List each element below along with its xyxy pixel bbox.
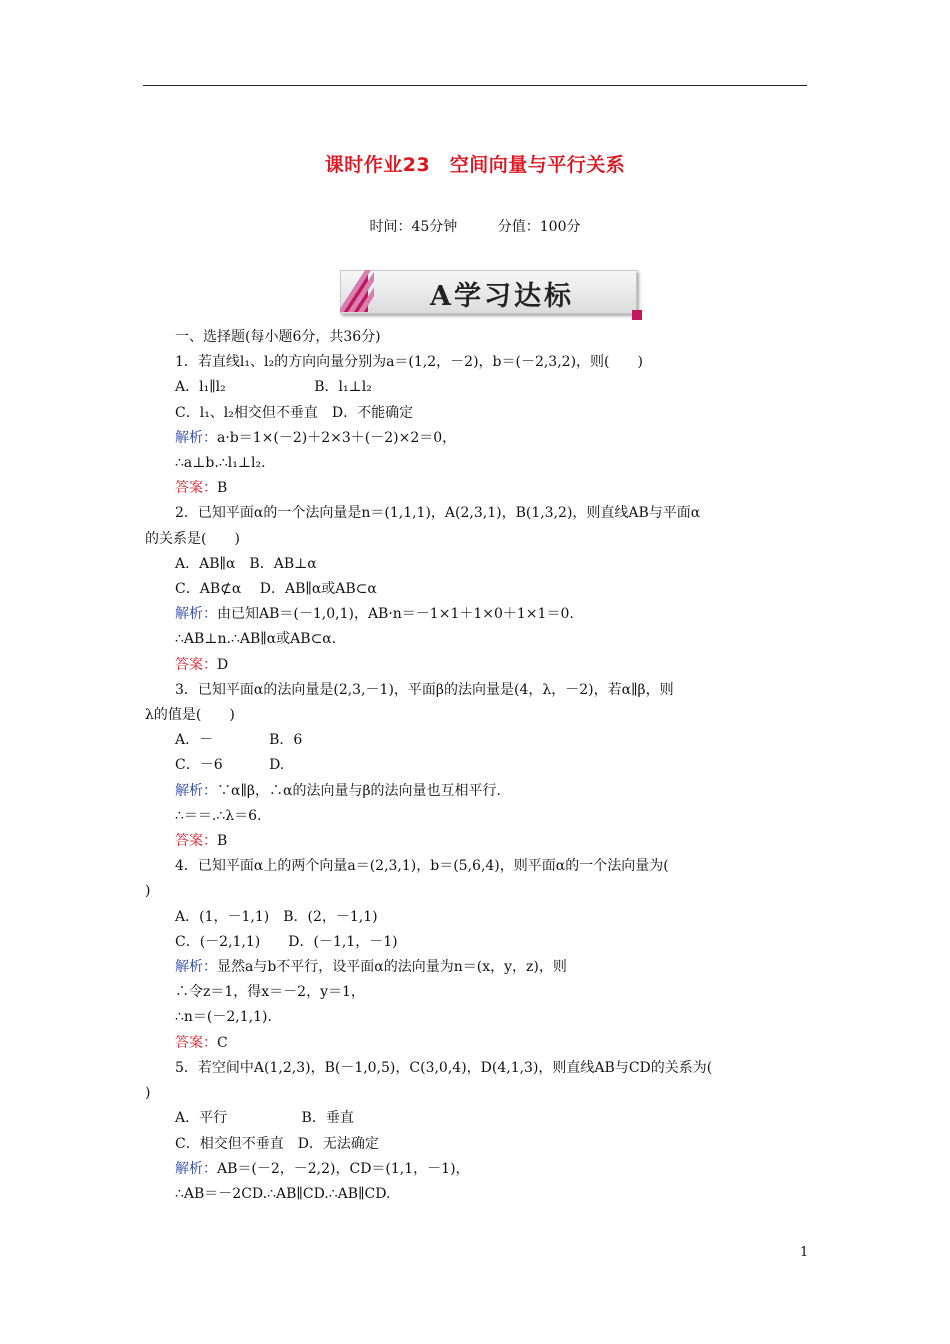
continuation-line bbox=[145, 527, 810, 552]
option-line bbox=[145, 728, 810, 753]
line-text: C．(－2,1,1) D．(－1,1，－1) bbox=[175, 933, 398, 950]
answer-label: 答案： bbox=[175, 480, 217, 497]
solution-label: 解析： bbox=[175, 782, 217, 799]
banner-label: A学习达标 bbox=[430, 281, 574, 312]
section-heading: 一、选择题(每小题6分，共36分) bbox=[175, 329, 381, 345]
line-text: ∴n＝(－2,1,1). bbox=[175, 1009, 272, 1026]
time-score-line bbox=[0, 216, 950, 236]
line-text: B bbox=[217, 480, 228, 497]
time-limit: 时间：45分钟 bbox=[369, 219, 458, 235]
answer-line bbox=[145, 1031, 810, 1056]
line-text: ∴令z＝1，得x＝－2，y＝1， bbox=[175, 984, 365, 1001]
line-text: C．－6 D. bbox=[175, 757, 285, 774]
option-line bbox=[145, 627, 810, 652]
option-line bbox=[145, 1132, 810, 1157]
option-line bbox=[145, 905, 810, 930]
answer-line bbox=[145, 476, 810, 501]
solution-label: 解析： bbox=[175, 606, 217, 623]
solution-label: 解析： bbox=[175, 429, 217, 446]
line-text: ) bbox=[145, 1085, 151, 1102]
line-text: A．－ B．6 bbox=[175, 732, 303, 749]
line-text: B bbox=[217, 833, 228, 850]
solution-label: 解析： bbox=[175, 959, 217, 976]
line-text: C．AB⊄α D．AB∥α或AB⊂α bbox=[175, 581, 377, 598]
option-line bbox=[145, 980, 810, 1005]
option-line bbox=[145, 552, 810, 577]
line-text: 2．已知平面α的一个法向量是n＝(1,1,1)，A(2,3,1)，B(1,3,2)，则直线AB与平面α bbox=[175, 505, 701, 522]
exercise-lines bbox=[145, 350, 810, 1207]
line-text: ∵α∥β，∴α的法向量与β的法向量也互相平行. bbox=[217, 782, 502, 799]
option-line bbox=[145, 577, 810, 602]
header-rule bbox=[143, 85, 807, 86]
page-title: 课时作业23 空间向量与平行关系 bbox=[324, 154, 626, 176]
option-line bbox=[145, 753, 810, 778]
line-text: A．(1，－1,1) B．(2，－1,1) bbox=[175, 908, 378, 925]
continuation-line bbox=[145, 703, 810, 728]
line-text: ) bbox=[145, 883, 151, 900]
line-text: D bbox=[217, 656, 229, 673]
answer-label: 答案： bbox=[175, 1034, 217, 1051]
question-line bbox=[145, 678, 810, 703]
option-line bbox=[145, 401, 810, 426]
answer-label: 答案： bbox=[175, 656, 217, 673]
line-text: 显然a与b不平行，设平面α的法向量为n＝(x，y，z)，则 bbox=[217, 959, 567, 976]
line-text: 的关系是( ) bbox=[145, 530, 240, 547]
option-line bbox=[145, 451, 810, 476]
answer-label: 答案： bbox=[175, 833, 217, 850]
line-text: A．平行 B．垂直 bbox=[175, 1110, 354, 1127]
banner-corner-icon bbox=[632, 310, 642, 320]
option-line bbox=[145, 1106, 810, 1131]
option-line bbox=[145, 375, 810, 400]
line-text: C．l₁、l₂相交但不垂直 D．不能确定 bbox=[175, 404, 414, 421]
line-text: λ的值是( ) bbox=[145, 707, 235, 724]
exercise-content bbox=[145, 325, 810, 1207]
continuation-line bbox=[145, 879, 810, 904]
question-line bbox=[145, 1056, 810, 1081]
line-text: C．相交但不垂直 D．无法确定 bbox=[175, 1135, 379, 1152]
line-text: ∴a⊥b.∴l₁⊥l₂. bbox=[175, 455, 266, 472]
question-line bbox=[145, 501, 810, 526]
line-text: A．AB∥α B．AB⊥α bbox=[175, 555, 317, 572]
solution-line bbox=[145, 602, 810, 627]
line-text: ∴AB⊥n.∴AB∥α或AB⊂α. bbox=[175, 631, 337, 648]
line-text: A．l₁∥l₂ B．l₁⊥l₂ bbox=[175, 379, 372, 396]
continuation-line bbox=[145, 1081, 810, 1106]
line-text: AB＝(－2，－2,2)，CD＝(1,1，－1)， bbox=[217, 1160, 470, 1177]
line-text: C bbox=[217, 1034, 228, 1051]
line-text: ∴AB＝－2CD.∴AB∥CD.∴AB∥CD. bbox=[175, 1185, 391, 1202]
solution-line bbox=[145, 1157, 810, 1182]
solution-label: 解析： bbox=[175, 1160, 217, 1177]
line-text: 5．若空间中A(1,2,3)，B(－1,0,5)，C(3,0,4)，D(4,1,3)，则直线AB与CD的关系为( bbox=[175, 1059, 713, 1076]
section-banner bbox=[340, 270, 642, 320]
line-text: 4．已知平面α上的两个向量a＝(2,3,1)，b＝(5,6,4)，则平面α的一个法向量为( bbox=[175, 858, 669, 875]
option-line bbox=[145, 930, 810, 955]
solution-line bbox=[145, 426, 810, 451]
page-number: 1 bbox=[800, 1245, 809, 1260]
total-score: 分值：100分 bbox=[497, 219, 581, 235]
line-text: 1．若直线l₁、l₂的方向向量分别为a＝(1,2，－2)，b＝(－2,3,2)，则( ) bbox=[175, 354, 643, 371]
line-text: 由已知AB＝(－1,0,1)，AB·n＝－1×1＋1×0＋1×1＝0. bbox=[217, 606, 574, 623]
option-line bbox=[145, 1182, 810, 1207]
solution-line bbox=[145, 955, 810, 980]
question-line bbox=[145, 350, 810, 375]
option-line bbox=[145, 804, 810, 829]
banner-stripes-icon bbox=[340, 270, 374, 312]
question-line bbox=[145, 854, 810, 879]
line-text: 3．已知平面α的法向量是(2,3,－1)，平面β的法向量是(4，λ，－2)，若α∥β，则 bbox=[175, 681, 674, 698]
solution-line bbox=[145, 779, 810, 804]
line-text: a·b＝1×(－2)＋2×3＋(－2)×2＝0， bbox=[217, 429, 457, 446]
line-text: ∴＝＝.∴λ＝6. bbox=[175, 807, 262, 824]
answer-line bbox=[145, 653, 810, 678]
option-line bbox=[145, 1005, 810, 1030]
answer-line bbox=[145, 829, 810, 854]
